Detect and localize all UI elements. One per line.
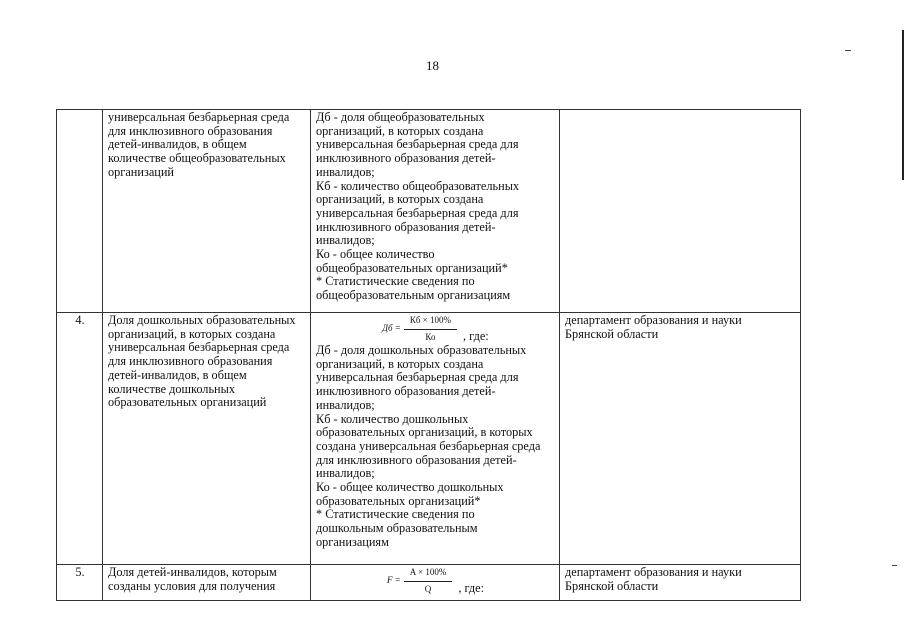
formula [316,314,555,344]
formula [316,566,555,596]
indicator-text: Доля дошкольных образовательных организаций, в которых создана универсальная безбарьерная среда для инклюзивного образования детей-инвалидов, в общем количестве дошкольных образовательных организаций [108,313,296,410]
responsible-cell [560,565,801,601]
page-number: 18 [426,58,439,73]
indicators-table [56,109,801,601]
indicator-cell [103,313,311,565]
scan-artifact [892,565,897,566]
formula-suffix: , где: [463,329,489,344]
responsible-cell [560,110,801,313]
indicator-text: универсальная безбарьерная среда для инклюзивного образования детей-инвалидов, в общем количестве общеобразовательных организаций [108,110,290,179]
method-cell [311,565,560,601]
formula-numerator: Кб × 100% [404,314,457,330]
indicator-cell [103,110,311,313]
responsible-cell [560,313,801,565]
formula-lhs: F = [386,575,401,586]
formula-suffix: , где: [458,581,485,596]
formula-denominator: Ко [425,331,436,342]
row-number: 4. [57,313,103,565]
responsible-text: департамент образования и науки Брянской области [565,565,742,593]
formula-fraction [404,314,457,344]
row-number [57,110,103,313]
table-row [57,565,801,601]
method-cell [311,313,560,565]
table-row [57,313,801,565]
scan-artifact [845,50,851,51]
indicator-text: Доля детей-инвалидов, которым созданы условия для получения [108,565,277,593]
formula-lhs: Дб = [382,323,401,334]
method-cell [311,110,560,313]
indicator-cell [103,565,311,601]
formula-denominator: Q [424,583,432,594]
method-text: Дб - доля дошкольных образовательных организаций, в которых создана универсальная безбарьерная среда для инклюзивного образования детей- инвалидов; Кб - количество дошкольных образовательных организаций, в которых создана универсальная безбарьерная среда для инклюзивного образования детей- инвалидов; Ко - общее количество дошкольных образовательных организаций* * Статистические сведения по дошкольным образовательным организациям [316,343,541,549]
responsible-text: департамент образования и науки Брянской области [565,313,742,341]
table-row [57,110,801,313]
formula-numerator: A × 100% [404,566,453,582]
method-text: Дб - доля общеобразовательных организаций, в которых создана универсальная безбарьерная среда для инклюзивного образования детей- инвалидов; Кб - количество общеобразовательных организаций, в которых создана универсальная безбарьерная среда для инклюзивного образования детей- инвалидов; Ко - общее количество общеобразовательных организаций* * Статистические сведения по общеобразовательным организациям [316,110,520,303]
formula-fraction [404,566,453,596]
row-number: 5. [57,565,103,601]
scan-edge-mark [902,30,904,180]
